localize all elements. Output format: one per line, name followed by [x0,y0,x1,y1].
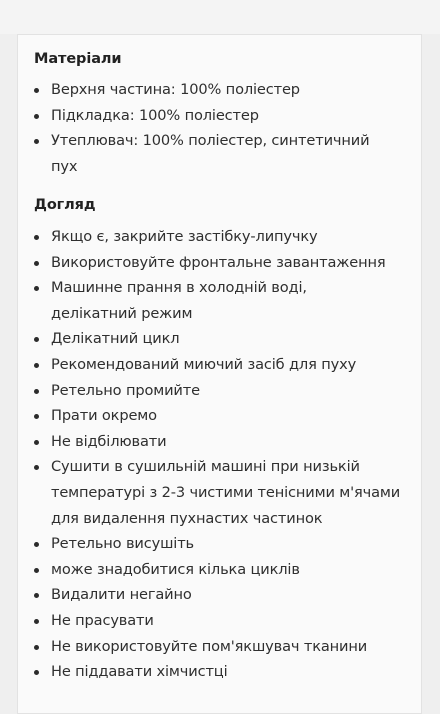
list-item: Ретельно промийте [18,378,418,404]
list-item: Не прасувати [18,608,418,634]
list-item: Верхня частина: 100% поліестер [18,77,418,103]
list-item: Якщо є, закрийте застібку-липучку [18,224,418,250]
list-item: Утеплювач: 100% поліестер, синтетичний пух [18,128,391,179]
care-list [18,224,418,685]
product-details-card [17,34,422,714]
list-item: Не використовуйте пом'якшувач тканини [18,634,418,660]
list-item: Не піддавати хімчистці [18,659,418,685]
list-item: Підкладка: 100% поліестер [18,103,418,129]
list-item: Рекомендований миючий засіб для пуху [18,352,418,378]
list-item: Сушити в сушильній машині при низькій температурі з 2-3 чистими тенісними м'ячами для видалення пухнастих частинок [18,454,431,531]
list-item: Використовуйте фронтальне завантаження [18,250,418,276]
list-item: Не відбілювати [18,429,418,455]
list-item: Видалити негайно [18,582,418,608]
top-area [0,0,440,34]
list-item: Машинне прання в холодній воді, делікатний режим [18,275,351,326]
list-item: Прати окремо [18,403,418,429]
list-item: Ретельно висушіть [18,531,418,557]
materials-heading: Матеріали [34,51,122,67]
list-item: може знадобитися кілька циклів [18,557,418,583]
care-heading: Догляд [34,197,96,213]
list-item: Делікатний цикл [18,326,418,352]
materials-list [18,77,418,179]
